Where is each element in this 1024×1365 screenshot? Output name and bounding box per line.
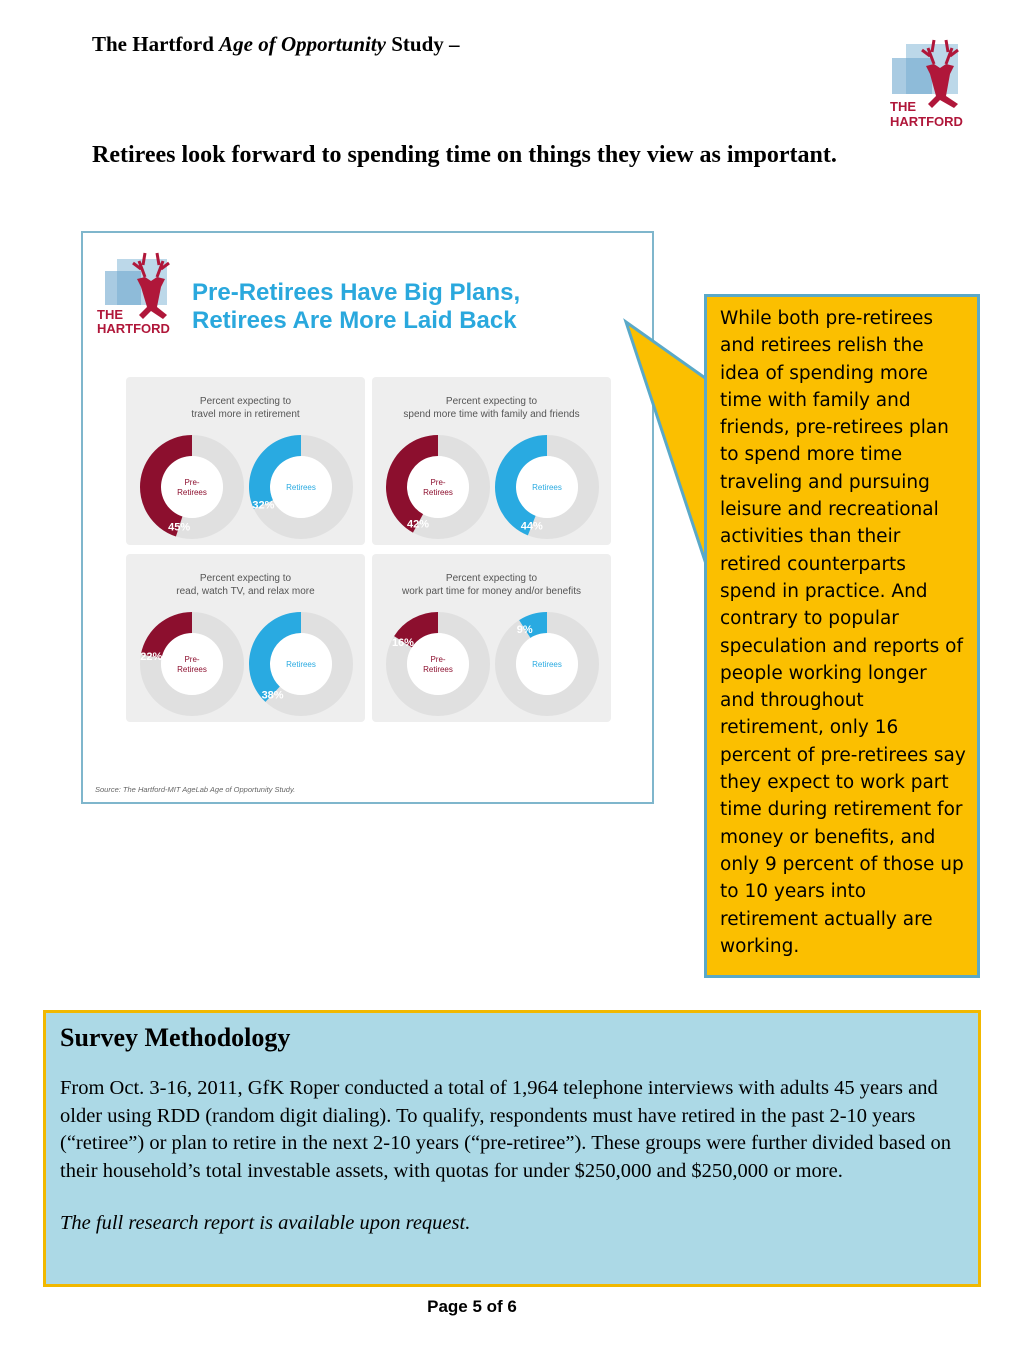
svg-text:HARTFORD: HARTFORD: [890, 114, 963, 129]
panel-caption-line1: Percent expecting to: [445, 396, 538, 407]
callout-box: [704, 294, 980, 978]
donut-series-label: Retirees: [177, 665, 207, 674]
donut-value-label: 32%: [252, 499, 275, 512]
donut-value-label: 22%: [140, 651, 163, 664]
chart-panel-travel: [126, 377, 365, 545]
methodology-title: Survey Methodology: [60, 1023, 291, 1052]
headline: Retirees look forward to spending time on things they view as important.: [92, 142, 837, 168]
panel-caption-line2: read, watch TV, and relax more: [176, 586, 315, 597]
header-title-suffix: Study –: [386, 32, 460, 56]
panel-caption-line2: travel more in retirement: [191, 409, 300, 420]
donut-pair: [372, 554, 611, 722]
infographic-source: Source: The Hartford-MIT AgeLab Age of Opportunity Study.: [95, 785, 296, 794]
svg-text:THE: THE: [890, 99, 916, 114]
donut-hole: [407, 633, 469, 695]
infographic-title: [192, 279, 520, 335]
donut-value-label: 38%: [261, 689, 284, 702]
panel-caption-line2: spend more time with family and friends: [403, 409, 580, 420]
methodology-note: The full research report is available upon request.: [60, 1212, 471, 1234]
panel-caption-line2: work part time for money and/or benefits: [402, 586, 581, 597]
header-title-italic: Age of Opportunity: [219, 32, 386, 56]
donut-series-label: Pre-: [430, 478, 446, 487]
infographic: [81, 231, 654, 804]
methodology-body: From Oct. 3-16, 2011, GfK Roper conducted a total of 1,964 telephone interviews with adults 45 years and older using RDD (random digit dialing). To qualify, respondents must have retired in the past 2-10 years (“retiree”) or plan to retire in the next 2-10 years (“pre-retiree”). These groups were further divided based on their household’s total investable assets, with quotas for under $250,000 and $250,000 or more.: [60, 1077, 951, 1182]
infographic-title-line2: Retirees Are More Laid Back: [192, 307, 517, 334]
donut-hole: [161, 456, 223, 518]
panel-caption-line1: Percent expecting to: [445, 573, 538, 584]
donut-value-label: 45%: [168, 521, 191, 534]
donut-series-label: Retirees: [532, 660, 562, 669]
donut-value-label: 44%: [520, 520, 543, 533]
panel-caption-line1: Percent expecting to: [199, 396, 292, 407]
donut-series-label: Retirees: [286, 483, 316, 492]
donut-series-label: Pre-: [184, 478, 200, 487]
donut-pair: [372, 377, 611, 545]
document-header: [92, 32, 460, 57]
svg-text:THE: THE: [97, 307, 123, 322]
header-title-prefix: The Hartford: [92, 32, 220, 56]
donut-hole: [407, 456, 469, 518]
stag-logo-icon: [95, 245, 177, 335]
svg-text:HARTFORD: HARTFORD: [97, 321, 170, 335]
stag-logo-icon: [884, 34, 980, 130]
donut-hole: [161, 633, 223, 695]
donut-series-label: Retirees: [177, 488, 207, 497]
infographic-title-line1: Pre-Retirees Have Big Plans,: [192, 279, 521, 306]
page-number: Page 5 of 6: [427, 1297, 517, 1316]
panel-caption-line1: Percent expecting to: [199, 573, 292, 584]
donut-value-label: 9%: [516, 623, 533, 636]
methodology-box: [43, 1010, 981, 1287]
donut-value-label: 42%: [406, 518, 430, 531]
donut-series-label: Retirees: [286, 660, 316, 669]
donut-series-label: Retirees: [423, 665, 453, 674]
donut-pair: [126, 554, 365, 722]
donut-series-label: Retirees: [532, 483, 562, 492]
chart-panel-work: [372, 554, 611, 722]
chart-panel-relax: [126, 554, 365, 722]
chart-panel-family: [372, 377, 611, 545]
callout-text: While both pre-retirees and retirees relish the idea of spending more time with family and friends, pre-retirees plan to spend more time traveling and pursuing leisure and recreational activities than their retired counterparts spend in practice. And contrary to popular speculation and reports of people working longer and throughout retirement, only 16 percent of pre-retirees say they expect to work part time during retirement for money or benefits, and only 9 percent of those up to 10 years into retirement actually are working.: [720, 308, 966, 957]
donut-series-label: Retirees: [423, 488, 453, 497]
donut-series-label: Pre-: [184, 655, 200, 664]
donut-series-label: Pre-: [430, 655, 446, 664]
donut-value-label: 16%: [391, 636, 414, 649]
donut-pair: [126, 377, 365, 545]
